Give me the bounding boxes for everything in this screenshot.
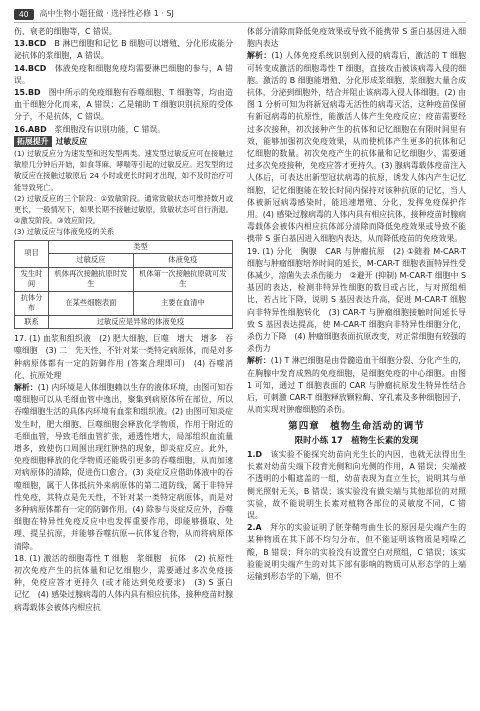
page-header [14,6,466,23]
answer-17: 17. (1) 血浆和组织液 (2) 肥大细胞、巨噬 增大 增多 吞噬细胞 (3) 二 先天性，不针对某一类特定病原体，而是对多种病原体都有一定的防御作用 (答案合理即可) (4) 吞噬消化、抗原处理 [14,334,233,380]
answer-19: 19. (1) 分化 胸腺 CAR 与肿瘤抗原 (2) ①随着 M-CAR-T 细胞与肿瘤细胞培养时间的延长，M-CAR-T 细胞表面特异性受体减少，溶菌失去杀伤能力 ②避开 (抑制) M-CAR-T 细胞中 S 基因的表达，检测非特异性细胞的数目或占比，与对照组相比，若占比下降，说明 S 基因表达升高，促进 M-CAR-T 细胞向非特异性细胞转化 (3) CAR-T 与肿瘤细胞接触时间延长导致 S 基因表达提高，使 M-CAR-T 细胞向非特异性细胞分化，杀伤力下降 (4) 肿瘤细胞表面抗原改变，对正常细胞有较强的杀伤力 [247,246,466,354]
right-top-paragraph: 体部分清除而降低免疫效果或导致不能携带 S 蛋白基因进入细胞内表达 [247,27,466,49]
analysis-19: 解析：(1) T 淋巴细胞是由骨髓造血干细胞分裂、分化产生的，在胸腺中发育成熟的免疫细胞，是细胞免疫的中心细胞。由图 1 可知，通过 T 细胞表面的 CAR 与肿瘤抗原发生特异性结合后，可刺激 CAR-T 细胞释放颗粒酶、穿孔素及多种细胞因子，从而实现对肿瘤细胞的杀伤。 [247,356,466,415]
table-row: 联系 过敏反应是异常的体液免疫 [15,315,233,329]
table-col-allergy: 过敏反应 [49,254,134,268]
left-column [14,26,241,710]
table-row: 发生时间 机体再次接触抗原时发生 机体第一次接触抗原就可发生 [15,267,233,291]
expand-note-1: (1) 过敏反应分为速发型和迟发型两类。速发型过敏反应可在接触过敏原几分钟后开始，如食荨麻、哮喘等引起的过敏反应。迟发型的过敏反应在接触过敏原后 24 小时或更长时间才出现，如不及时治疗可能导致死亡。 [14,149,233,192]
two-column-body [14,26,466,710]
analysis-18: 解析：(1) 人体免疫系统识别到入侵的病毒后，激活的 T 细胞可转变成激活的细胞毒性 T 细胞，直接攻击被该病毒入侵的细胞。激活的 B 细胞能增殖、分化形成浆细胞，浆细胞大量合成抗体，分泌到细胞外，结合并阻止该病毒入侵人体细胞。(2) 由图 1 分析可知为将新冠病毒无活性的病毒灭活，这种疫苗保留有新冠病毒的抗原性，能激活人体产生免疫反应；疫苗需要经过多次接种，初次接种产生的抗体和记忆细胞在有限时间里有效，能够加强初次免疫效果，从而使机体产生更多的抗体和记忆细胞的数量。初次免疫产生的抗体量和记忆细胞少，需要通过多次免疫接种，免疫应答才更持久。(3) 腺病毒载体疫苗注入人体后，可表达出新型冠状病毒的抗原，诱发人体内产生记忆细胞，记忆细胞能在较长时间内保持对该种抗原的记忆，当人体被新冠病毒感染时，能迅速增殖、分化，发挥免疫保护作用。(4) 感染过腺病毒的人体内具有相应抗体，接种疫苗时腺病毒载体会被体内相应抗体部分清除而降低免疫效果或导致不能携带 S 蛋白基因进入细胞内表达，从而降低疫苗的免疫效果。 [247,51,466,244]
comparison-table [14,240,233,330]
answer-14: 14.BCD 体液免疫和细胞免疫均需要淋巴细胞的参与，A 错误。 [14,63,233,85]
answer-1: 1.D 该实验不能探究幼苗向光生长的内因，也就无法得出生长素对幼苗尖端下段背光侧和向光侧的作用，A 错误；尖端被不透明的小帽遮盖的一组，幼苗表现为直立生长，说明其与单侧光照射无关，B 错误；该实验没有做尖端与其他部位的对照实验，故不能说明生长素对植物各部位的灵敏度不同，C 错误。 [247,449,466,520]
table-item-header: 项目 [15,240,49,267]
analysis-17: 解析：(1) 内环境是人体细胞赖以生存的液体环境，由图可知吞噬细胞可以从毛细血管中逸出，聚集到病原体所在部位，所以吞噬细胞生活的具体内环境有血浆和组织液。(2) 由图可知炎症发生时，肥大细胞、巨噬细胞会释放化学物质，作用于附近的毛细血管，导致毛细血管扩张，通透性增大，局部组织血流量增多，致使伤口周围出现红肿热的现象，即炎症反应。此外，免疫细胞释放的化学物质还能吸引更多的吞噬细胞，从而加速对病原体的清除，促进伤口愈合。(3) 炎症反应借助体液中的吞噬细胞，属于人体抵抗外来病原体的第二道防线，属于非特异性免疫，其特点是先天性，不针对某一类特定病原体，而是对多种病原体都有一定的防御作用。(4) 除参与炎症反应外，吞噬细胞在特异性免疫反应中也发挥重要作用，即能够摄取、处理、提呈抗原，并能够吞噬抗原—抗体复合物，从而将病原体清除。 [14,382,233,551]
table-col-humoral: 体液免疫 [133,254,232,268]
answer-13: 13.BCD B 淋巴细胞和记忆 B 细胞可以增殖、分化形成能分泌抗体的浆细胞，A 错误。 [14,39,233,61]
table-type-header: 类型 [49,240,233,254]
answer-15: 15.BD 图中所示的免疫细胞有吞噬细胞、T 细胞等，均由造血干细胞分化而来，A 错误；乙是辅助 T 细胞识别抗原的受体分子，不是抗体，C 错误。 [14,88,233,122]
running-title: 高中生物小题狂做 · 选择性必修 1 · SJ [39,8,174,18]
answer-2: 2.A 拜尔的实验证明了胚芽鞘弯曲生长的原因是尖端产生的某种物质在其下部不均匀分布，但不能证明该物质是吲哚乙酸，B 错误；拜尔的实验没有设置空白对照组，C 错误；该实验能说明尖端产生的对其下部有影响的物质可从形态学的上端运输到形态学的下端，但不 [247,523,466,581]
left-top-paragraph: 伤、衰老的细胞等，C 错误。 [14,27,117,36]
table-row: 抗体分布 在某些细胞表面 主要在血清中 [15,291,233,315]
right-column [247,26,466,710]
section-heading: 限时小练 17 植物生长素的发现 [294,434,419,445]
answer-18: 18. (1) 激活的细胞毒性 T 细胞 浆细胞 抗体 (2) 抗原性 初次免疫产生的抗体量和记忆细胞少，需要通过多次免疫接种，免疫应答才更持久 (或才能达到免疫要求) (3) S 蛋白 记忆 (4) 感染过腺病毒的人体内具有相应抗体，接种疫苗时腺病毒载体会被体内相应抗 [14,553,241,612]
expand-note-3: (3) 过敏反应与体液免疫的关系 [14,227,115,237]
expand-note-2: (2) 过敏反应的三个阶段：①致敏阶段。通常致敏状态可维持数月或更长，一般情况下，如果长期不接触过敏原，致敏状态可自行消退。②激发阶段。③效应阶段。 [14,193,233,226]
expand-box-label: 拓展提升 [14,136,52,147]
page-number: 40 [14,9,34,20]
answer-16: 16.ABD 浆细胞没有识别功能，C 错误。 [14,124,166,134]
expand-heading: 拓展提升 过敏反应 [14,136,233,148]
chapter-heading: 第四章 植物生命活动的调节 [288,420,425,432]
